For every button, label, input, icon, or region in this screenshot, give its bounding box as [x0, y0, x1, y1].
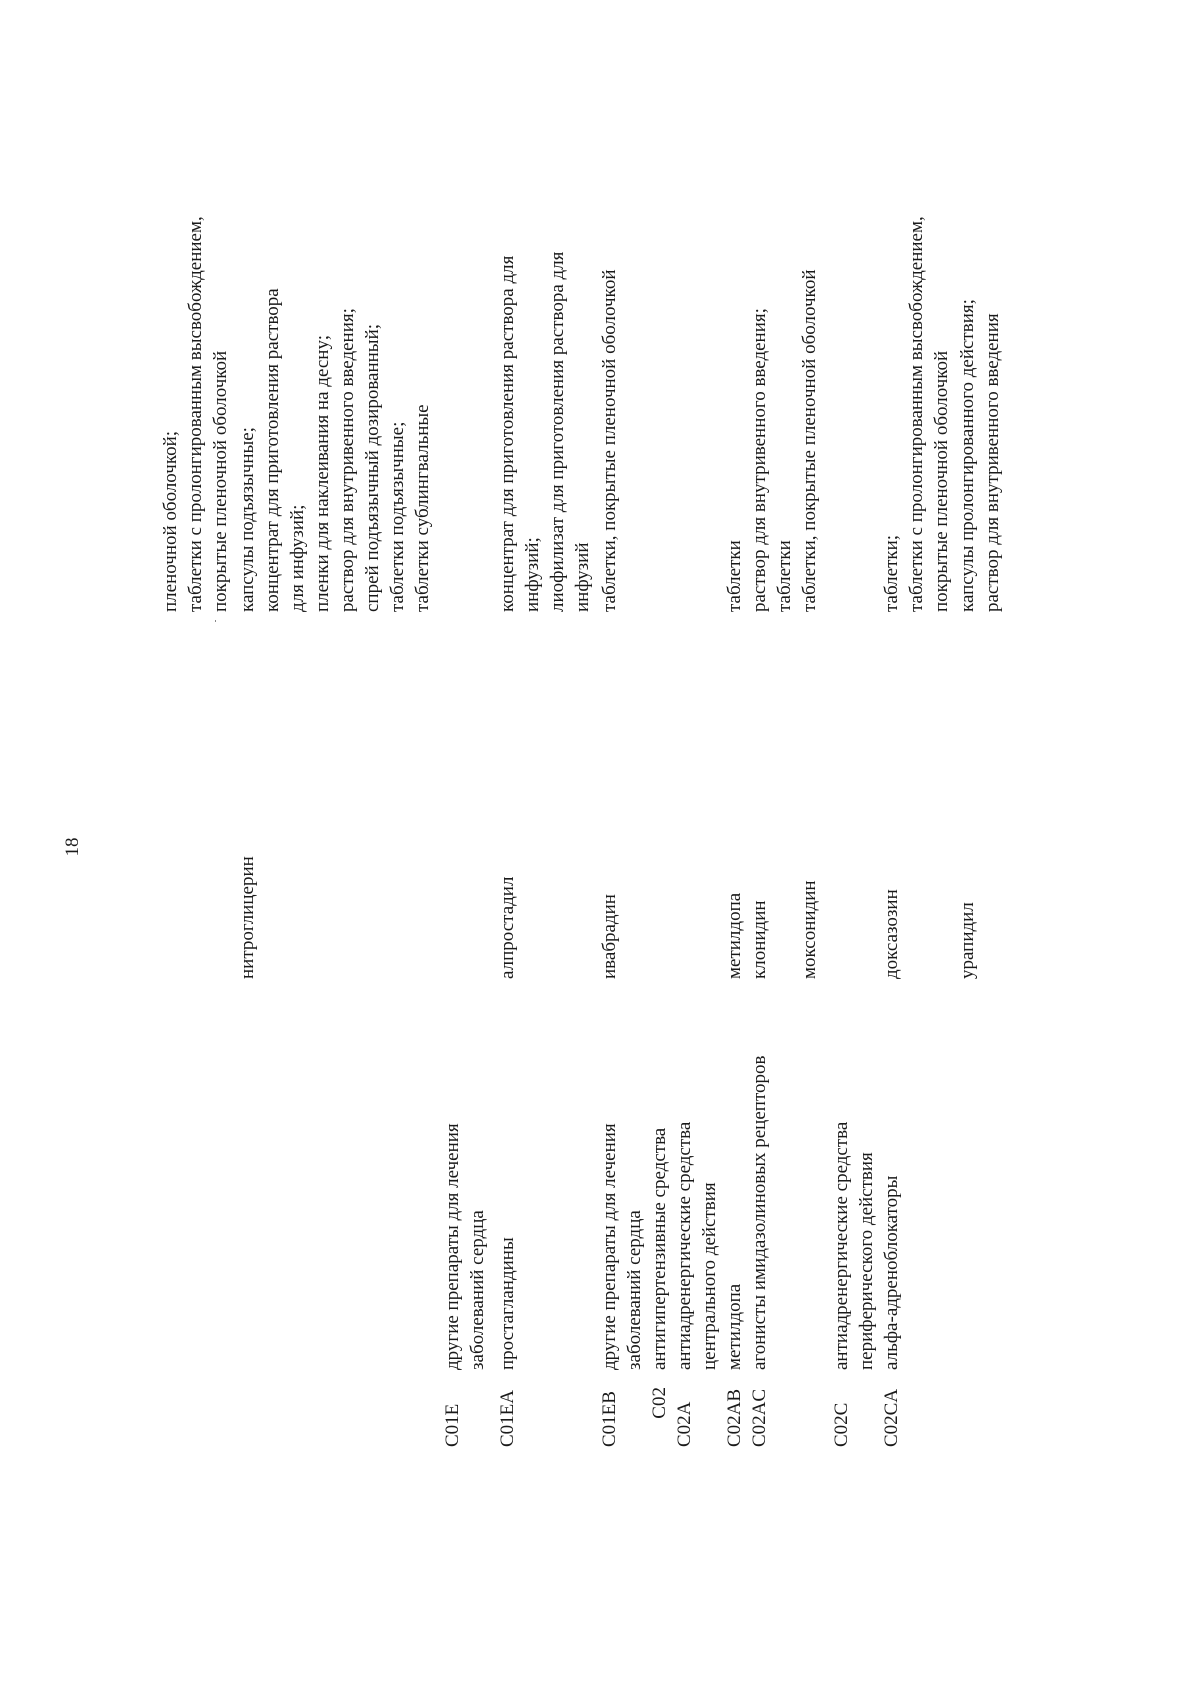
atc-group-line: заболеваний сердца — [624, 1210, 645, 1370]
atc-group-line: метилдопа — [724, 1283, 745, 1370]
dosage-forms-line: раствор для внутривенного введения; — [749, 308, 770, 612]
atc-code: C02CA — [881, 1388, 902, 1447]
page-number: 18 — [62, 837, 83, 857]
atc-group — [495, 1040, 520, 1370]
dosage-forms — [495, 192, 595, 612]
scan-mark — [215, 620, 216, 622]
drug-name: доксазозин — [881, 889, 902, 979]
dosage-forms-line: таблетки, покрытые пленочной оболочкой — [799, 269, 820, 612]
atc-group — [647, 1040, 672, 1370]
drug-name: алпростадил — [497, 876, 518, 979]
atc-group-line: антиадренергические средства — [831, 1121, 852, 1370]
atc-group-line: заболеваний сердца — [467, 1210, 488, 1370]
dosage-forms-line: концентрат для приготовления раствора — [262, 288, 283, 612]
drug-name: урапидил — [957, 902, 978, 979]
dosage-forms-line: лиофилизат для приготовления раствора для — [547, 251, 568, 612]
dosage-forms-line: капсулы подъязычные; — [237, 427, 258, 612]
atc-group-line: простагландины — [497, 1237, 518, 1370]
dosage-forms-line: таблетки, покрытые пленочной оболочкой — [599, 269, 620, 612]
dosage-forms-line: таблетки с пролонгированным высвобождением, — [906, 216, 927, 612]
atc-group — [879, 1040, 904, 1370]
atc-code: C01E — [442, 1403, 463, 1447]
dosage-forms-line: пленочной оболочкой; — [160, 430, 181, 612]
drug-name: ивабрадин — [599, 894, 620, 979]
atc-group — [747, 1040, 772, 1370]
atc-group — [829, 1040, 879, 1370]
atc-code: C02A — [674, 1401, 695, 1447]
atc-group-line: центрального действия — [699, 1182, 720, 1370]
atc-code: C02 — [649, 1387, 670, 1419]
dosage-forms-line: концентрат для приготовления раствора для — [497, 255, 518, 612]
dosage-forms-line: таблетки; — [881, 534, 902, 612]
dosage-forms-line: инфузий — [572, 542, 593, 612]
atc-group-line: периферического действия — [856, 1152, 877, 1370]
drug-name: моксонидин — [799, 880, 820, 979]
atc-code: C01EA — [497, 1390, 518, 1447]
dosage-forms-line: таблетки подъязычные; — [387, 421, 408, 612]
atc-group — [672, 1040, 722, 1370]
atc-group-line: антигипертензивные средства — [649, 1127, 670, 1370]
dosage-forms-line: таблетки сублингвальные — [412, 404, 433, 612]
atc-code: C02C — [831, 1402, 852, 1447]
dosage-forms-line: спрей подъязычный дозированный; — [362, 323, 383, 612]
atc-group-line: другие препараты для лечения — [599, 1123, 620, 1370]
dosage-forms-line: капсулы пролонгированного действия; — [957, 299, 978, 612]
dosage-forms-line: раствор для внутривенного введения; — [337, 308, 358, 612]
dosage-forms-line: для инфузий; — [287, 504, 308, 612]
dosage-forms-line: покрытые пленочной оболочкой — [931, 350, 952, 612]
dosage-forms-line: пленки для наклеивания на десну; — [312, 335, 333, 612]
dosage-forms — [879, 192, 954, 612]
dosage-forms — [235, 192, 435, 612]
atc-code: C01EB — [599, 1391, 620, 1447]
atc-group-line: агонисты имидазолиновых рецепторов — [749, 1055, 770, 1370]
dosage-forms — [797, 192, 822, 612]
dosage-forms — [158, 192, 233, 612]
dosage-forms-line: покрытые пленочной оболочкой — [210, 350, 231, 612]
dosage-forms-line: инфузий; — [522, 537, 543, 612]
atc-code: C02AB — [724, 1388, 745, 1447]
atc-group — [597, 1040, 647, 1370]
atc-code: C02AC — [749, 1388, 770, 1447]
dosage-forms-line: таблетки — [724, 540, 745, 612]
atc-group-line: антиадренергические средства — [674, 1121, 695, 1370]
dosage-forms-line: таблетки — [774, 540, 795, 612]
atc-group-line: альфа-адреноблокаторы — [881, 1175, 902, 1370]
dosage-forms — [955, 192, 1005, 612]
atc-group-line: другие препараты для лечения — [442, 1123, 463, 1370]
drug-name: нитроглицерин — [237, 856, 258, 979]
dosage-forms-line: раствор для внутривенного введения — [982, 313, 1003, 612]
atc-group — [440, 1040, 490, 1370]
dosage-forms — [722, 192, 747, 612]
dosage-forms-line: таблетки с пролонгированным высвобождением, — [185, 216, 206, 612]
drug-name: клонидин — [749, 900, 770, 979]
dosage-forms — [597, 192, 622, 612]
dosage-forms — [747, 192, 797, 612]
drug-name: метилдопа — [724, 892, 745, 979]
atc-group — [722, 1040, 747, 1370]
